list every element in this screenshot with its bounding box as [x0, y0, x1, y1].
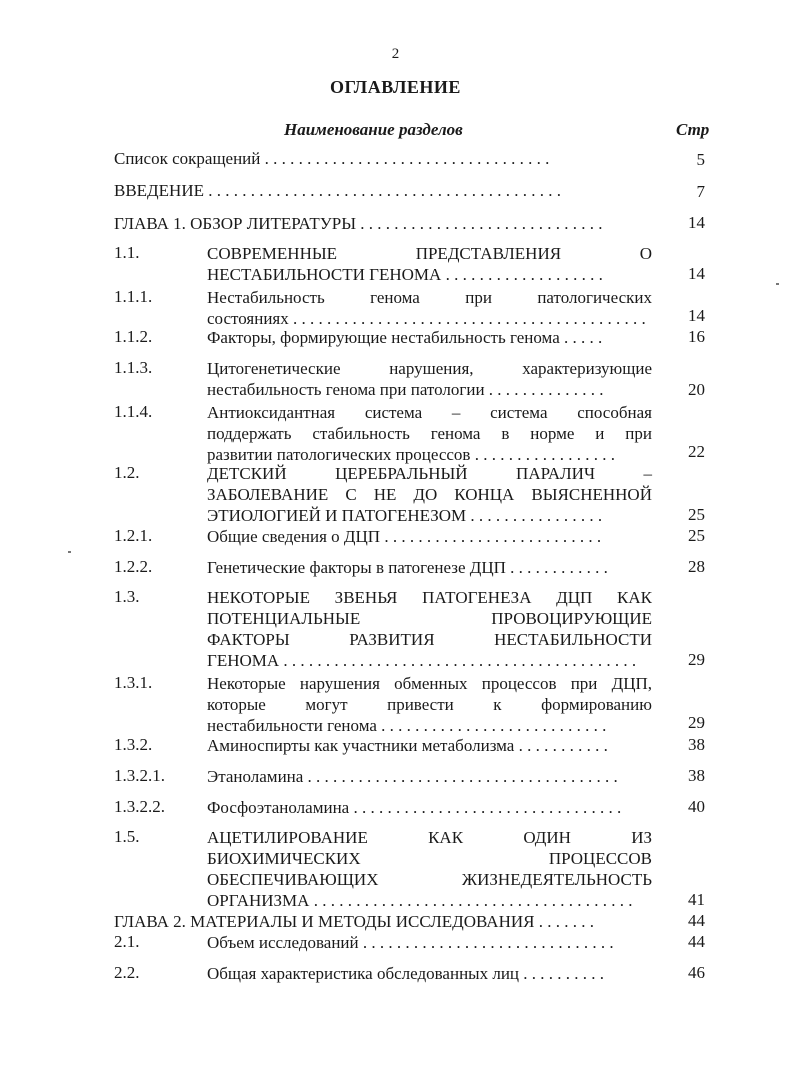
page-ref: 14 — [688, 306, 705, 325]
page-ref: 22 — [688, 442, 705, 461]
page-ref: 16 — [688, 327, 705, 346]
section-title-line: ОРГАНИЗМА . . . . . . . . . . . . . . . . . . . . . . . . . . . . . . . . . . . . . . — [207, 891, 633, 910]
section-number: 1.2.2. — [114, 557, 153, 576]
section-title-line: поддержать стабильность генома в норме и при — [207, 424, 652, 443]
page-title: ОГЛАВЛЕНИЕ — [330, 77, 461, 97]
page-ref: 29 — [688, 650, 705, 669]
section-title-line: АЦЕТИЛИРОВАНИЕ КАК ОДИН ИЗ — [207, 828, 652, 847]
section-title-line: НЕКОТОРЫЕ ЗВЕНЬЯ ПАТОГЕНЕЗА ДЦП КАК — [207, 588, 652, 607]
section-number: 1.1.3. — [114, 358, 153, 377]
section-title-line: состояниях . . . . . . . . . . . . . . . . . . . . . . . . . . . . . . . . . . . . . . . . . . — [207, 309, 646, 328]
page-column-header: Стр — [676, 120, 710, 139]
section-number: 1.2.1. — [114, 526, 153, 545]
section-number: 1.1. — [114, 243, 140, 262]
scan-speck — [68, 551, 71, 553]
section-title-line: Аминоспирты как участники метаболизма . . . . . . . . . . . — [207, 736, 608, 755]
page-ref: 40 — [688, 797, 705, 816]
scan-speck — [776, 283, 779, 285]
section-number: 1.3.2.2. — [114, 797, 165, 816]
page-ref: 25 — [688, 526, 705, 545]
section-title-line: развитии патологических процессов . . . . . . . . . . . . . . . . . — [207, 445, 615, 464]
section-title-line: Объем исследований . . . . . . . . . . . . . . . . . . . . . . . . . . . . . . — [207, 933, 614, 952]
section-number: 2.2. — [114, 963, 140, 982]
section-title-line: ФАКТОРЫ РАЗВИТИЯ НЕСТАБИЛЬНОСТИ — [207, 630, 652, 649]
page-ref: 20 — [688, 380, 705, 399]
section-title-line: Нестабильность генома при патологических — [207, 288, 652, 307]
page-ref: 25 — [688, 505, 705, 524]
section-number: 1.3.2. — [114, 735, 153, 754]
section-title-line: ЗАБОЛЕВАНИЕ С НЕ ДО КОНЦА ВЫЯСНЕННОЙ — [207, 485, 652, 504]
section-title-line: Фосфоэтаноламина . . . . . . . . . . . . . . . . . . . . . . . . . . . . . . . . — [207, 798, 622, 817]
page-ref: 7 — [696, 182, 705, 201]
section-title-line: Антиоксидантная система – система способная — [207, 403, 652, 422]
page-ref: 14 — [688, 264, 705, 283]
sections-column-header: Наименование разделов — [284, 120, 463, 139]
page-ref: 38 — [688, 766, 705, 785]
section-title-line: ОБЕСПЕЧИВАЮЩИХ ЖИЗНЕДЕЯТЕЛЬНОСТЬ — [207, 870, 652, 889]
page-ref: 5 — [696, 150, 705, 169]
section-title-line: нестабильности генома . . . . . . . . . . . . . . . . . . . . . . . . . . . — [207, 716, 607, 735]
section-title-line: БИОХИМИЧЕСКИХ ПРОЦЕССОВ — [207, 849, 652, 868]
section-title-line: Некоторые нарушения обменных процессов при ДЦП, — [207, 674, 652, 693]
section-title-line: ГЕНОМА . . . . . . . . . . . . . . . . . . . . . . . . . . . . . . . . . . . . . . . . . . — [207, 651, 637, 670]
section-number: 1.2. — [114, 463, 140, 482]
section-title-line: НЕСТАБИЛЬНОСТИ ГЕНОМА . . . . . . . . . . . . . . . . . . . — [207, 265, 603, 284]
section-title-line: ЭТИОЛОГИЕЙ И ПАТОГЕНЕЗОМ . . . . . . . . . . . . . . . . — [207, 506, 603, 525]
section-title-line: Цитогенетические нарушения, характеризующие — [207, 359, 652, 378]
section-number: 1.1.1. — [114, 287, 153, 306]
section-title-line: ГЛАВА 2. МАТЕРИАЛЫ И МЕТОДЫ ИССЛЕДОВАНИЯ . . . . . . . — [114, 912, 594, 931]
section-title-line: СОВРЕМЕННЫЕ ПРЕДСТАВЛЕНИЯ О — [207, 244, 652, 263]
section-title-line: нестабильность генома при патологии . . . . . . . . . . . . . . — [207, 380, 604, 399]
page-ref: 38 — [688, 735, 705, 754]
section-title-line: которые могут привести к формированию — [207, 695, 652, 714]
section-title-line: ДЕТСКИЙ ЦЕРЕБРАЛЬНЫЙ ПАРАЛИЧ – — [207, 464, 652, 483]
page-ref: 44 — [688, 932, 705, 951]
section-number: 1.3. — [114, 587, 140, 606]
page-ref: 28 — [688, 557, 705, 576]
page-ref: 14 — [688, 213, 705, 232]
section-title-line: Этаноламина . . . . . . . . . . . . . . . . . . . . . . . . . . . . . . . . . . . . . — [207, 767, 618, 786]
section-number: 1.5. — [114, 827, 140, 846]
section-number: 1.3.2.1. — [114, 766, 165, 785]
section-number: 1.3.1. — [114, 673, 153, 692]
section-number: 2.1. — [114, 932, 140, 951]
section-title-line: Список сокращений . . . . . . . . . . . . . . . . . . . . . . . . . . . . . . . . . . — [114, 149, 550, 168]
section-title-line: Общая характеристика обследованных лиц . . . . . . . . . . — [207, 964, 605, 983]
section-title-line: ПОТЕНЦИАЛЬНЫЕ ПРОВОЦИРУЮЩИЕ — [207, 609, 652, 628]
page-ref: 29 — [688, 713, 705, 732]
section-title-line: Генетические факторы в патогенезе ДЦП . . . . . . . . . . . . — [207, 558, 608, 577]
page-ref: 41 — [688, 890, 705, 909]
section-number: 1.1.4. — [114, 402, 153, 421]
page-number: 2 — [391, 46, 400, 62]
section-number: 1.1.2. — [114, 327, 153, 346]
section-title-line: Факторы, формирующие нестабильность генома . . . . . — [207, 328, 603, 347]
page-ref: 46 — [688, 963, 705, 982]
section-title-line: Общие сведения о ДЦП . . . . . . . . . . . . . . . . . . . . . . . . . . — [207, 527, 602, 546]
page-ref: 44 — [688, 911, 705, 930]
section-title-line: ГЛАВА 1. ОБЗОР ЛИТЕРАТУРЫ . . . . . . . . . . . . . . . . . . . . . . . . . . . . . — [114, 214, 603, 233]
section-title-line: ВВЕДЕНИЕ . . . . . . . . . . . . . . . . . . . . . . . . . . . . . . . . . . . . . . . . . . — [114, 181, 561, 200]
